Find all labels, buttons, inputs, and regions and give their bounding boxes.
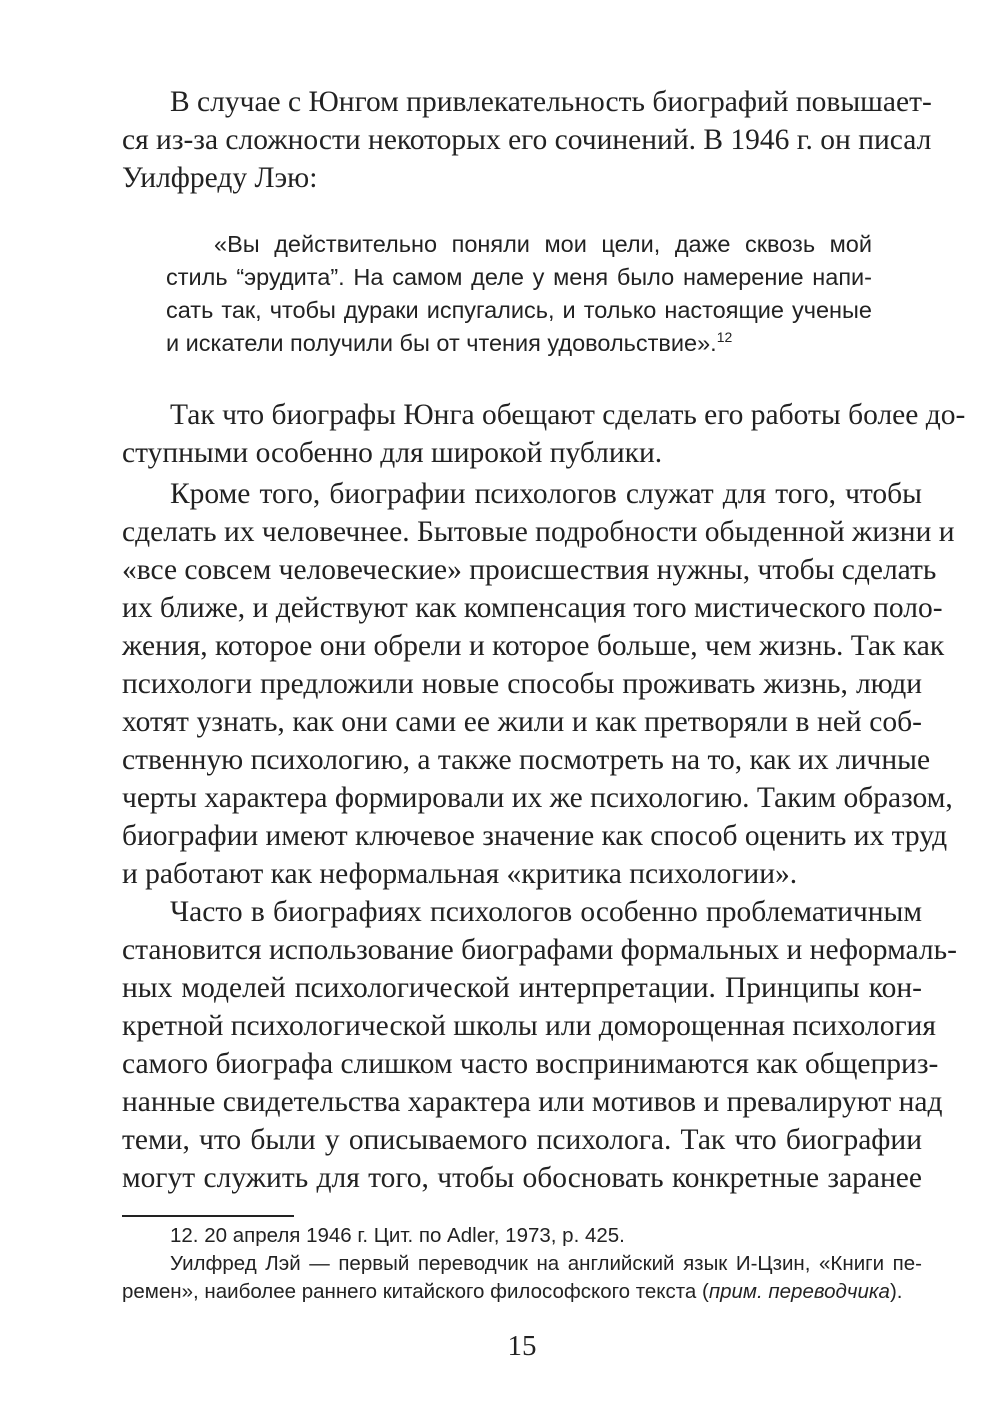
- footnote-italic: прим. переводчика: [708, 1280, 890, 1303]
- text-line: могут служить для того, чтобы обосновать конкретные заранее: [122, 1162, 922, 1194]
- text-line: ся из-за сложности некоторых его сочинений. В 1946 г. он писал: [122, 124, 932, 156]
- text-line: психологи предложили новые способы проживать жизнь, люди: [122, 668, 922, 700]
- footnote-divider: [122, 1215, 294, 1217]
- text-line: кретной психологической школы или доморощенная психология: [122, 1010, 936, 1042]
- text-line: ступными особенно для широкой публики.: [122, 437, 663, 469]
- text-line: их ближе, и действуют как компенсация того мистического поло-: [122, 592, 943, 624]
- text-line: «все совсем человеческие» происшествия нужны, чтобы сделать: [122, 554, 937, 586]
- text-line: жения, которое они обрели и которое больше, чем жизнь. Так как: [122, 630, 945, 662]
- page-number: 15: [507, 1330, 537, 1362]
- text-line: нанные свидетельства характера или мотивов и превалируют над: [122, 1086, 943, 1118]
- text-line: становится использование биографами формальных и неформаль-: [122, 934, 957, 966]
- footnote-text: ремен», наиболее раннего китайского философского текста (: [122, 1280, 709, 1303]
- quote-line: стиль “эрудита”. На самом деле у меня было намерение напи-: [166, 264, 872, 290]
- text-line: ных моделей психологической интерпретации. Принципы кон-: [122, 972, 922, 1004]
- text-line: Так что биографы Юнга обещают сделать его работы более до-: [170, 399, 966, 431]
- text-line: хотят узнать, как они сами ее жили и как претворяли в ней соб-: [122, 706, 922, 738]
- footnote-line: [122, 1282, 922, 1303]
- text-line: биографии имеют ключевое значение как способ оценить их труд: [122, 820, 948, 852]
- text-line: черты характера формировали их же психологию. Таким образом,: [122, 782, 953, 814]
- quote-line: [166, 329, 872, 356]
- text-line: Кроме того, биографии психологов служат для того, чтобы: [170, 478, 922, 510]
- quote-line: «Вы действительно поняли мои цели, даже сквозь мой: [214, 231, 872, 257]
- text-line: Уилфреду Лэю:: [122, 162, 318, 194]
- footnote-text: ).: [889, 1280, 903, 1303]
- book-page: [122, 0, 966, 1418]
- footnote-line: 12. 20 апреля 1946 г. Цит. по Adler, 1973, p. 425.: [170, 1224, 625, 1247]
- text-line: сделать их человечнее. Бытовые подробности обыденной жизни и: [122, 516, 955, 548]
- quote-line: сать так, чтобы дураки испугались, и только настоящие ученые: [166, 297, 872, 323]
- footnote-line: Уилфред Лэй — первый переводчик на английский язык И-Цзин, «Книги пе-: [170, 1252, 922, 1275]
- text-line: самого биографа слишком часто воспринимаются как общеприз-: [122, 1048, 939, 1080]
- text-line: теми, что были у описываемого психолога. Так что биографии: [122, 1124, 922, 1156]
- text-line: и работают как неформальная «критика психологии».: [122, 858, 798, 890]
- text-line: В случае с Юнгом привлекательность биографий повышает-: [170, 86, 932, 118]
- text-line: ственную психологию, а также посмотреть на то, как их личные: [122, 744, 931, 776]
- text-line: Часто в биографиях психологов особенно проблематичным: [170, 896, 922, 928]
- footnote-ref: 12: [716, 329, 733, 346]
- quote-text: и искатели получили бы от чтения удовольствие».: [166, 330, 717, 356]
